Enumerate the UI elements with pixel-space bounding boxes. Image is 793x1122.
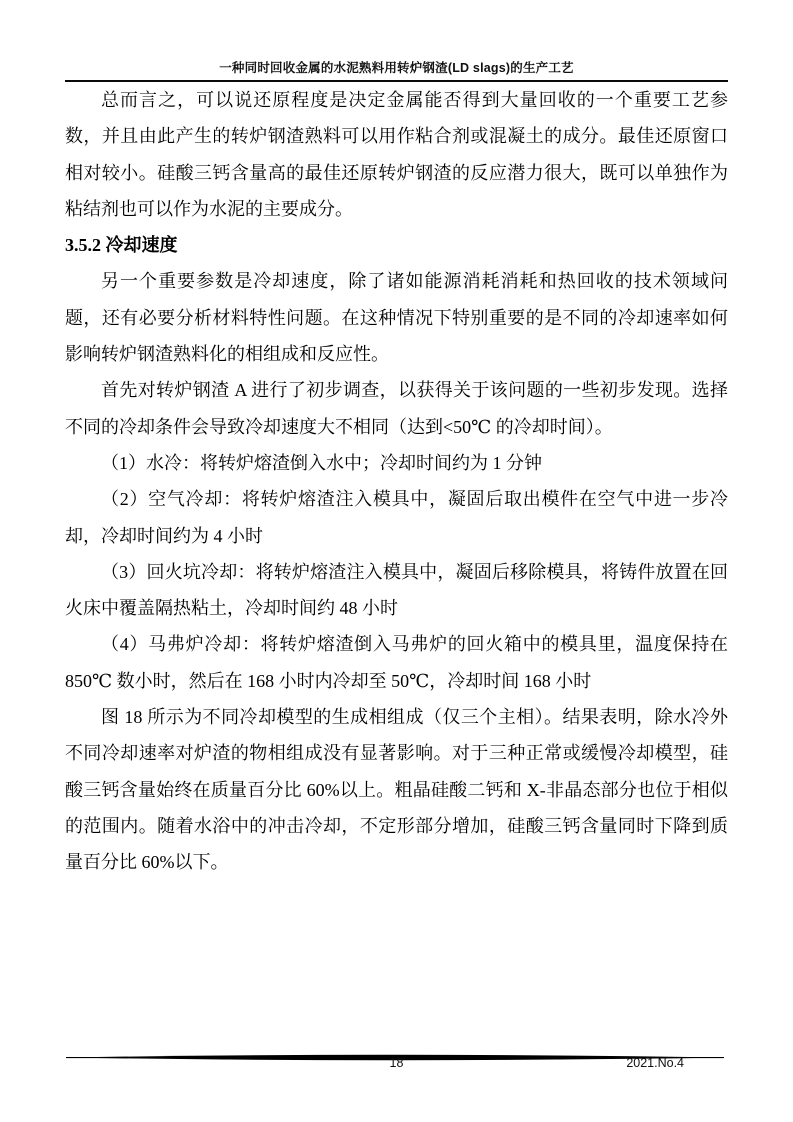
running-header-title: 一种同时回收金属的水泥熟料用转炉钢渣(LD slags)的生产工艺 [219, 61, 574, 75]
list-item-muffle-furnace-cooling: （4）马弗炉冷却：将转炉熔渣倒入马弗炉的回火箱中的模具里，温度保持在850℃ 数小时，然后在 168 小时内冷却至 50℃，冷却时间 168 小时 [65, 634, 728, 691]
paragraph-summary: 总而言之，可以说还原程度是决定金属能否得到大量回收的一个重要工艺参数，并且由此产生的转炉钢渣熟料可以用作粘合剂或混凝土的成分。最佳还原窗口相对较小。硅酸三钙含量高的最佳还原转炉钢渣的反应潜力很大，既可以单独作为粘结剂也可以作为水泥的主要成分。 [65, 90, 728, 219]
list-item-air-cooling: （2）空气冷却：将转炉熔渣注入模具中，凝固后取出模件在空气中进一步冷却，冷却时间约为 4 小时 [65, 489, 728, 546]
footer-issue-label: 2021.No.4 [626, 1056, 684, 1070]
document-body [65, 82, 728, 881]
section-heading: 3.5.2 冷却速度 [65, 235, 178, 256]
footer-page-number: 18 [389, 1056, 404, 1070]
paragraph-survey: 首先对转炉钢渣 A 进行了初步调查，以获得关于该问题的一些初步发现。选择不同的冷却条件会导致冷却速度大不相同（达到<50℃ 的冷却时间）。 [65, 380, 728, 437]
paragraph-results: 图 18 所示为不同冷却模型的生成相组成（仅三个主相）。结果表明，除水冷外不同冷却速率对炉渣的物相组成没有显著影响。对于三种正常或缓慢冷却模型，硅酸三钙含量始终在质量百分比 60%以上。粗晶硅酸二钙和 X-非晶态部分也位于相似的范围内。随着水浴中的冲击冷却，不定形部分增加，硅酸三钙含量同时下降到质量百分比 60%以下。 [65, 707, 728, 873]
paragraph-cooling-rate: 另一个重要参数是冷却速度，除了诸如能源消耗消耗和热回收的技术领域问题，还有必要分析材料特性问题。在这种情况下特别重要的是不同的冷却速率如何影响转炉钢渣熟料化的相组成和反应性。 [65, 271, 728, 365]
list-item-tempering-pit-cooling: （3）回火坑冷却：将转炉熔渣注入模具中，凝固后移除模具，将铸件放置在回火床中覆盖隔热粘土，冷却时间约 48 小时 [65, 561, 728, 619]
list-item-water-cooling: （1）水冷：将转炉熔渣倒入水中；冷却时间约为 1 分钟 [101, 452, 542, 473]
